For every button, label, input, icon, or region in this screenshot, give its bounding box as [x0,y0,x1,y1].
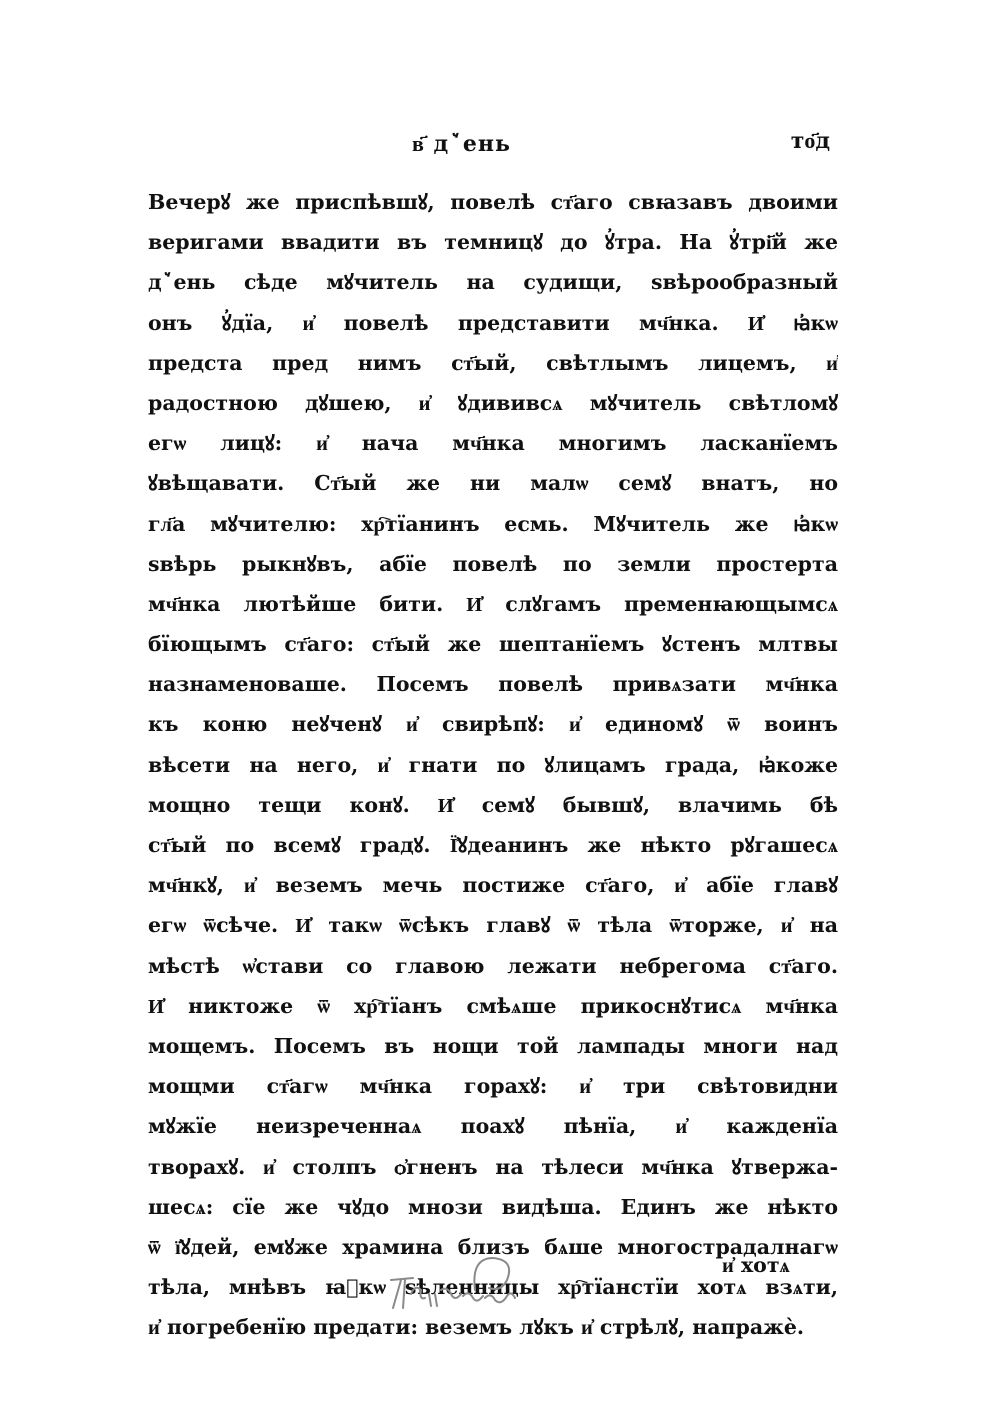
text-line: творахꙋ. и҆ столпъ ѻ҆гненъ на тѣлеси мч҃нка ꙋтвержа- [148,1154,838,1179]
text-line: онъ ꙋ҆дїа, и҆ повелѣ представити мч҃нка. И҆ ꙗ҆кѡ [148,310,838,335]
text-line: мощми ст҃агѡ мч҃нка горахꙋ: и҆ три свѣтовидни [148,1074,838,1099]
text-line: предста пред нимъ ст҃ый, свѣтлымъ лицемъ, и҆ [148,350,838,375]
page-header [140,128,840,168]
running-title: в҃ дꙿень [412,131,511,157]
text-line: къ коню неꙋченꙋ и҆ свирѣпꙋ: и҆ единомꙋ ѿ воинъ [148,712,838,737]
text-line: мч҃нкꙋ, и҆ веземъ мечь постиже ст҃аго, и҆ абїе главꙋ [148,873,838,898]
text-line: дꙿень сѣде мꙋчитель на судищи, ѕвѣрообразный [148,270,838,295]
text-line: мощемъ. Посемъ въ нощи той лампады многи над [148,1033,838,1058]
text-line: назнаменоваше. Посемъ повелѣ привѧзати мч҃нка [148,672,838,697]
text-line: тѣла, мнѣвъ ꙗ҆кѡ ѕѣленницы хр҇тїанстїи хотѧ взѧти, [148,1275,838,1300]
text-line: мощно тещи конꙋ. И҆ семꙋ бывшꙋ, влачимь бѣ [148,792,838,817]
text-line: и҆ погребенїю предати: веземъ лꙋкъ и҆ стрѣлꙋ, напражѐ. [148,1315,805,1340]
text-line: мꙋжїе неизреченнаѧ поахꙋ пѣнїа, и҆ кажденїа [148,1114,838,1139]
body-text [148,182,838,1347]
text-line: гл҃а мꙋчителю: хр҇тїанинъ есмь. Мꙋчитель же ꙗ҆кѡ [148,511,838,536]
text-line: вѣсети на него, и҆ гнати по ꙋлицамъ града, ꙗ҆коже [148,752,838,777]
text-line: егѡ лицꙋ: и҆ нача мч҃нка многимъ ласканїемъ [148,431,838,456]
text-line: веригами ввадити въ темницꙋ до ꙋ҆тра. На ꙋ҆трі҃й же [148,230,838,255]
text-line: мѣстѣ ѡ҆стави со главою лежати небрегома ст҃аго. [148,953,838,978]
text-line: радостною дꙋшею, и҆ ꙋдививсѧ мꙋчитель свѣтломꙋ [148,390,838,415]
text-line: мч҃нка лютѣйше бити. И҆ слꙋгамъ пременꙗющымсѧ [148,591,838,616]
text-line: шесѧ: сїе же чꙋдо мнози видѣша. Единъ же нѣкто [148,1194,838,1219]
text-line: ѿ ї҆ꙋдей, емꙋже храмина близъ бѧше многострадалнагѡ [148,1234,838,1259]
text-line: бїющымъ ст҃аго: ст҃ый же шептанїемъ ꙋстенъ млтвы [148,632,838,657]
text-line: ст҃ый по всемꙋ градꙋ. Ї҆ꙋдеанинъ же нѣкто рꙋгашесѧ [148,833,838,857]
text-line: И҆ никтоже ѿ хр҇тїанъ смѣѧше прикоснꙋтисѧ мч҃нка [148,993,838,1018]
text-line: Вечерꙋ же приспѣвшꙋ, повелѣ ст҃аго свꙗзавъ двоими [148,190,838,214]
folio-number: то҃д [790,128,830,154]
text-line: ꙋвѣщавати. Ст҃ый же ни малѡ семꙋ внатъ, но [148,471,838,496]
catchword: и҆ хотѧ [722,1253,790,1277]
text-line: егѡ ѿсѣче. И҆ такѡ ѿсѣкъ главꙋ ѿ тѣла ѿторже, и҆ на [148,913,838,938]
handwritten-signature [385,1250,545,1320]
text-line: ѕвѣрь рыкнꙋвъ, абїе повелѣ по земли простерта [148,551,838,576]
